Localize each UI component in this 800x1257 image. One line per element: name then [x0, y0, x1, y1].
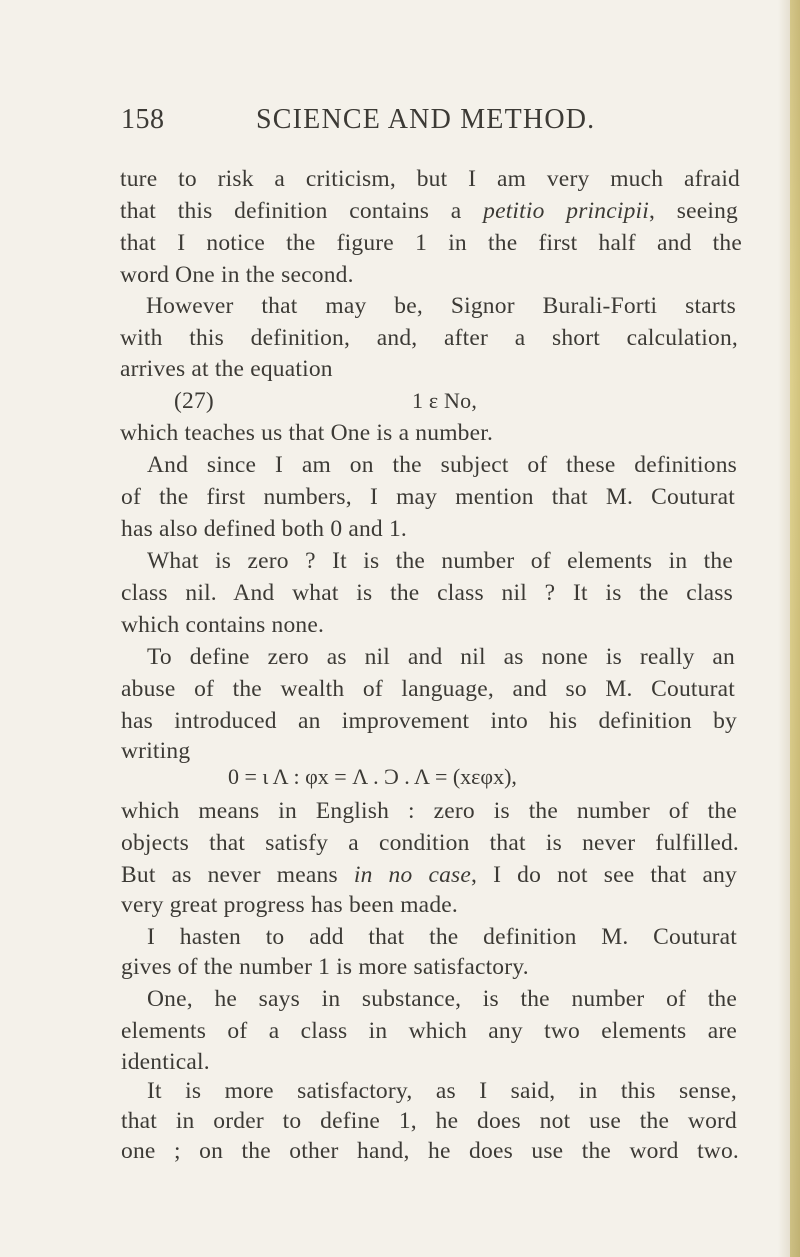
text-line-content: However that may be, Signor Burali-Forti starts: [146, 293, 736, 319]
text-line: [121, 796, 737, 826]
text-line-content: which teaches us that One is a number.: [120, 420, 494, 446]
text-line: [146, 291, 736, 321]
text-line-content: class nil. And what is the class nil ? It is the class: [121, 580, 733, 606]
text-line-content: one ; on the other hand, he does use the word two.: [121, 1138, 739, 1164]
text-line: [121, 1136, 739, 1166]
text-line-content: word One in the second.: [120, 262, 354, 288]
text-line: [121, 706, 737, 736]
text-line: [121, 674, 735, 704]
formula-text: 0 = ι Λ : φx = Λ . Ͻ . Λ = (xεφx),: [228, 764, 517, 789]
text-line-content: gives of the number 1 is more satisfactory.: [121, 954, 529, 980]
text-line-content: very great progress has been made.: [121, 892, 458, 918]
text-line: [121, 828, 739, 858]
text-line: [120, 323, 738, 353]
text-line-content: arrives at the equation: [120, 356, 333, 382]
text-line: [147, 1076, 737, 1106]
text-line: [147, 922, 737, 952]
text-line-content: abuse of the wealth of language, and so M. Couturat: [121, 676, 735, 702]
equation-number: [174, 386, 214, 416]
text-line-content: has also defined both 0 and 1.: [121, 516, 407, 542]
text-line-content: What is zero ? It is the number of elements in the: [147, 548, 733, 574]
text-line: [120, 164, 740, 194]
italic-phrase: in no case: [353, 862, 472, 888]
text-line: [147, 984, 737, 1014]
text-line-content: One, he says in substance, is the number of the: [147, 986, 737, 1012]
text-line-content: It is more satisfactory, as I said, in this sense,: [147, 1078, 737, 1104]
text-line: [121, 860, 737, 890]
text-line: [121, 1047, 210, 1077]
text-line-content: that in order to define 1, he does not use the word: [121, 1108, 737, 1134]
text-line-content: ture to risk a criticism, but I am very much afraid: [120, 166, 740, 192]
text-line: [121, 482, 735, 512]
text-line: [121, 952, 529, 982]
text-line-content: To define zero as nil and nil as none is really an: [147, 644, 735, 670]
text-span: , seeing: [649, 198, 738, 224]
text-line: [121, 578, 733, 608]
text-line: [120, 196, 738, 226]
text-line-content: writing: [121, 738, 191, 764]
text-span: But as never means: [121, 862, 354, 888]
running-head: [121, 104, 741, 148]
text-line-content: And since I am on the subject of these definitions: [147, 452, 737, 478]
text-line-content: identical.: [121, 1049, 210, 1075]
text-span: , I do not see that any: [471, 862, 737, 888]
equation: [412, 386, 477, 416]
text-line: [121, 1106, 737, 1136]
running-title: SCIENCE AND METHOD.: [256, 104, 596, 135]
text-line: [121, 890, 458, 920]
text-line: [121, 1016, 737, 1046]
text-line: [121, 610, 324, 640]
page-edge-stain: [790, 0, 800, 1257]
text-line-content: which means in English : zero is the number of the: [121, 798, 737, 824]
page-number: 158: [121, 104, 165, 135]
text-line-content: elements of a class in which any two elements are: [121, 1018, 737, 1044]
text-line-content: that I notice the figure 1 in the first half and the: [120, 230, 742, 256]
text-line-content: I hasten to add that the definition M. Couturat: [147, 924, 737, 950]
text-line-content: has introduced an improvement into his definition by: [121, 708, 737, 734]
text-line: [120, 228, 742, 258]
italic-phrase: petitio principii: [483, 198, 649, 224]
text-span: that this definition contains a: [120, 198, 484, 224]
equation-number-text: (27): [174, 388, 214, 414]
zero-definition-formula: [228, 764, 517, 790]
text-line-content: of the first numbers, I may mention that M. Couturat: [121, 484, 735, 510]
text-line: [120, 418, 493, 448]
text-line: [120, 260, 354, 290]
text-line: [147, 642, 735, 672]
text-line: [121, 514, 407, 544]
equation-text: 1 ε No,: [412, 388, 478, 413]
text-line: [120, 354, 333, 384]
text-line: [121, 736, 190, 766]
text-line-content: objects that satisfy a condition that is never fulfilled.: [121, 830, 739, 856]
text-line: [147, 546, 733, 576]
text-line-content: which contains none.: [121, 612, 325, 638]
text-line: [147, 450, 737, 480]
text-line-content: with this definition, and, after a short calculation,: [120, 325, 738, 351]
